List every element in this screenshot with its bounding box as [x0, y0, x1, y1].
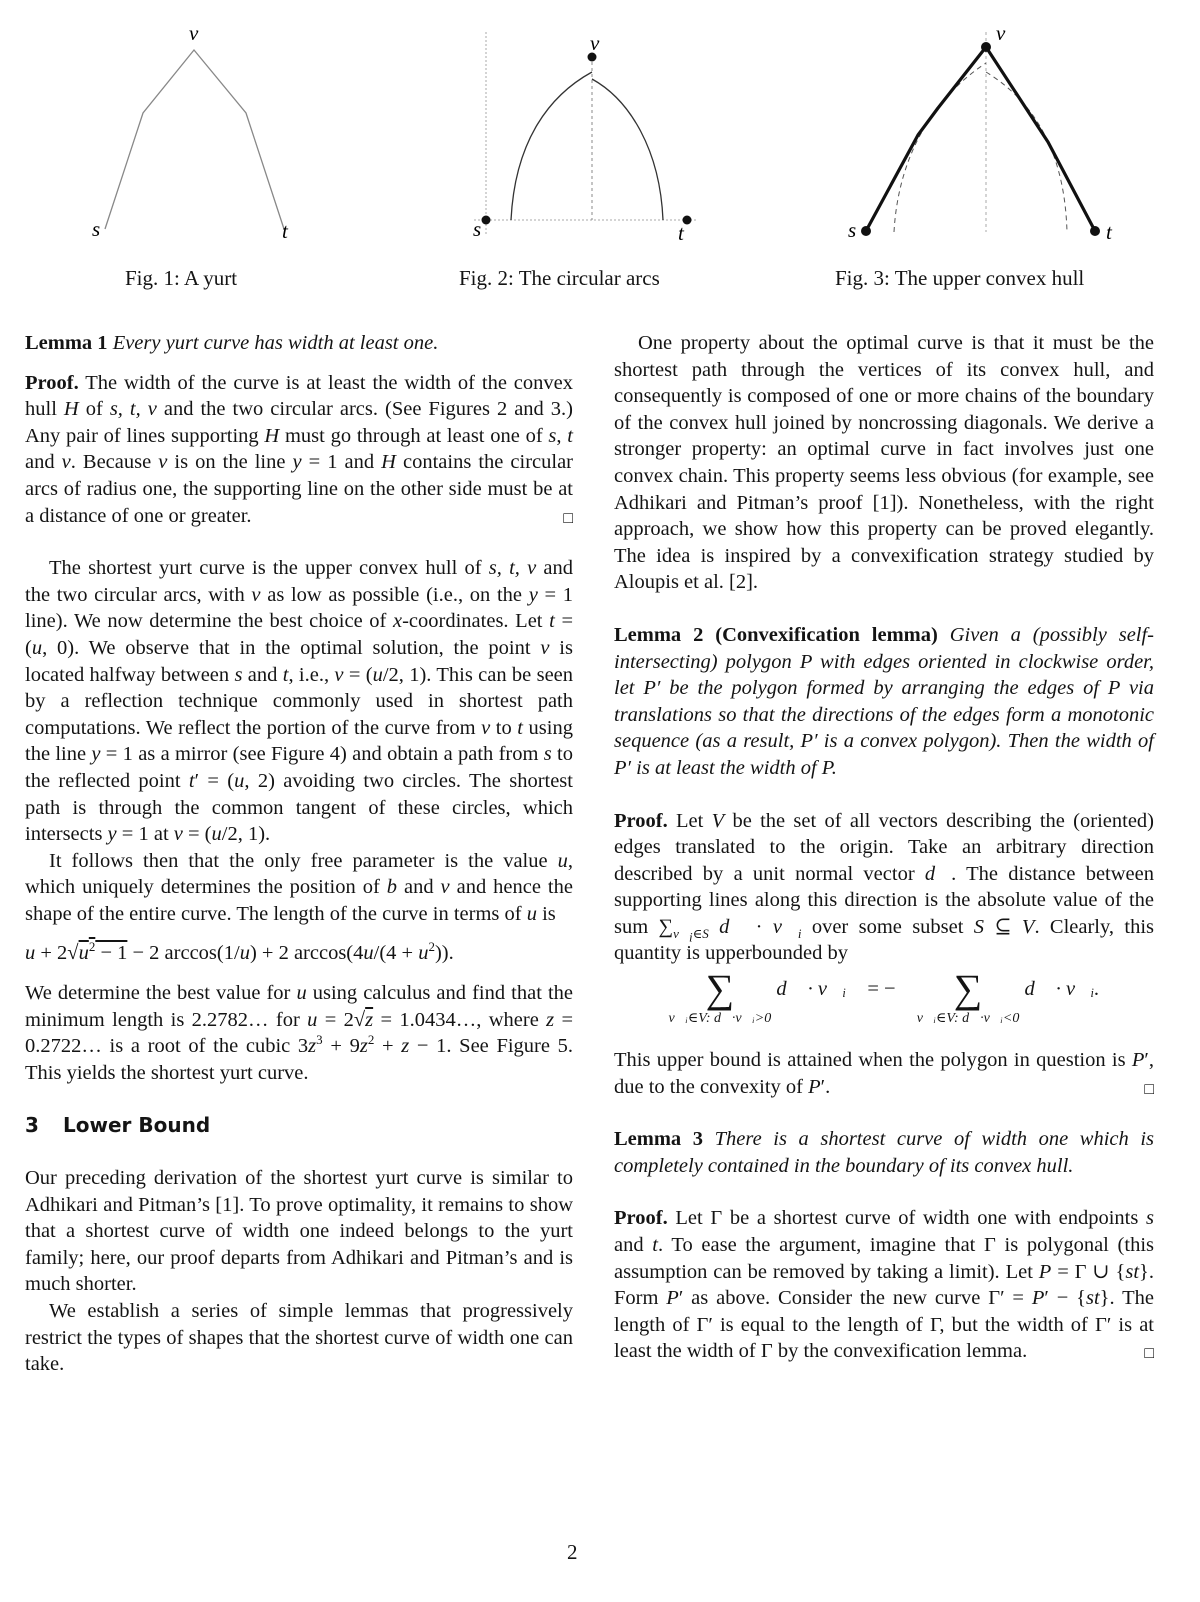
section-title: Lower Bound [63, 1113, 211, 1138]
lemma-2-statement: Given a (possibly self-intersecting) polygon P with edges oriented in clockwise order, let P′ be the polygon formed by arranging the edges of P via translations so that the directions of the edges form a monotonic sequence (as a result, P′ is a convex polygon). Then the width of P′ is at least the width of P. [614, 623, 1155, 779]
label-t: t [1106, 220, 1112, 244]
circular-arcs-diagram [440, 0, 740, 260]
label-t: t [282, 219, 288, 243]
paragraph-upper-bound [614, 1047, 1154, 1100]
paragraph-preceding-derivation: Our preceding derivation of the shortest yurt curve is similar to Adhikari and Pitman’s [1]. To prove optimality, it remains to show that a shortest curve of width one indeed belongs to the yurt family; here, our proof departs from Adhikari and Pitman’s and is much shorter. [25, 1167, 573, 1296]
sum-symbol: ∑ [953, 966, 983, 1012]
proof-1-head: Proof. [25, 371, 79, 394]
proof-3 [614, 1205, 1154, 1365]
qed-symbol: □ [1144, 1345, 1154, 1363]
lemma-2-head: Lemma 2 (Convexification lemma) [614, 623, 938, 646]
lemma-3-statement: There is a shortest curve of width one which is completely contained in the boundary of its convex hull. [614, 1128, 1155, 1177]
lemma-3 [614, 1126, 1154, 1179]
proof-1-body: The width of the curve is at least the width of the convex hull H of s, t, v and the two circular arcs. (See Figures 2 and 3.) Any pair of lines supporting H must go through at least one of s, t and v. Because v is on the line y = 1 and H contains the circular arcs of radius one, the supporting line on the other side must be at a distance of one or greater. [25, 371, 574, 527]
right-column [614, 330, 1154, 1368]
paragraph-best-value: We determine the best value for u using calculus and find that the minimum length is 2.2782… for u = 2√z = 1.0434…, where z = 0.2722… is a root of the cubic $3z^3 + 9z^2 + z - 1$. See Figure 5. This yields the shortest yurt curve. [25, 982, 574, 1084]
convex-hull-diagram [820, 0, 1160, 260]
qed-symbol: □ [563, 509, 573, 527]
lemma-1-head: Lemma 1 [25, 332, 108, 354]
sum-symbol: ∑ [705, 966, 735, 1012]
display-equation [614, 967, 1154, 1047]
sum-left [669, 967, 772, 1027]
sum-left-subscript: v⃗ᵢ∈V: d⃗·v⃗ᵢ>0 [668, 1011, 772, 1027]
sum-right-subscript: v⃗ᵢ∈V: d⃗·v⃗ᵢ<0 [916, 1011, 1020, 1027]
proof-2 [614, 808, 1154, 968]
figure-2-circular-arcs [440, 0, 740, 260]
lemma-2 [614, 622, 1154, 782]
lemma-1-statement: Every yurt curve has width at least one. [112, 332, 439, 354]
label-v: v [189, 21, 199, 45]
figure-1-yurt [60, 0, 360, 260]
label-s: s [473, 217, 482, 241]
proof-2-body: Let V be the set of all vectors describing the (oriented) edges translated to the origin. Take an arbitrary direction described by a unit normal vector d⃗. The distance between supporting lines along this direction is the absolute value of the sum $\sum_{v⃗_i\in S}$ d⃗ · $v⃗_i$ over some subset S ⊆ V. Clearly, this quantity is upperbounded by [614, 809, 1155, 965]
label-v: v [590, 31, 600, 55]
proof-1 [25, 370, 573, 530]
equals-minus: = − [867, 978, 896, 1001]
length-equation: $u + 2√u^2 - 1 - 2$ arccos(1/u) + 2 $\arccos(4u/(4 + u^2))$. [25, 939, 454, 965]
label-s: s [848, 218, 857, 242]
section-heading [25, 1112, 573, 1139]
label-s: s [92, 217, 101, 241]
section-number: 3 [25, 1113, 39, 1138]
paragraph-optimal-property: One property about the optimal curve is that it must be the shortest path through the vertices of its convex hull, and consequently is composed of one or more chains of the boundary of the convex hull joined by noncrossing diagonals. We derive a stronger property: an optimal curve in fact involves just one convex chain. This property seems less obvious (for example, see Adhikari and Pitman’s proof [1]). Nonetheless, with the right approach, we show how this property can be proved elegantly. The idea is inspired by a convexification strategy studied by Aloupis et al. [2]. [614, 332, 1154, 594]
sum-right-term: d⃗ · v⃗ᵢ. [1024, 978, 1100, 1001]
paragraph-free-parameter: It follows then that the only free parameter is the value u, which uniquely determines the position of b and v and hence the shape of the entire curve. The length of the curve in terms of u is [25, 849, 573, 925]
figure-1-caption: Fig. 1: A yurt [125, 266, 238, 290]
sum-right [917, 967, 1020, 1027]
label-v: v [996, 21, 1006, 45]
figure-2-caption: Fig. 2: The circular arcs [459, 266, 660, 290]
proof-3-body: Let Γ be a shortest curve of width one with endpoints s and t. To ease the argument, imagine that Γ is polygonal (this assumption can be removed by taking a limit). Let P = Γ ∪ {st}. Form P′ as above. Consider the new curve Γ′ = P′ − {st}. The length of Γ′ is equal to the length of Γ, but the width of Γ′ is at least the width of Γ by the convexification lemma. [614, 1207, 1154, 1363]
paragraph-shortest-yurt: The shortest yurt curve is the upper convex hull of s, t, v and the two circular arcs, with v as low as possible (i.e., on the y = 1 line). We now determine the best choice of x-coordinates. Let t = (u, 0). We observe that in the optimal solution, the point v is located halfway between s and t, i.e., v = (u/2, 1). This can be seen by a reflection technique commonly used in shortest path computations. We reflect the portion of the curve from v to t using the line y = 1 as a mirror (see Figure 4) and obtain a path from s to the reflected point t′ = (u, 2) avoiding two circles. The shortest path is through the common tangent of these circles, which intersects y = 1 at v = (u/2, 1). [25, 557, 574, 846]
qed-symbol: □ [1144, 1080, 1154, 1098]
label-t: t [678, 221, 684, 245]
page-number: 2 [567, 1540, 578, 1564]
figure-3-upper-convex-hull [820, 0, 1160, 260]
proof-2-head: Proof. [614, 809, 668, 832]
yurt-diagram [60, 0, 360, 260]
proof-3-head: Proof. [614, 1207, 668, 1230]
sum-left-term: d⃗ · v⃗ᵢ [776, 978, 847, 1001]
left-column [25, 330, 573, 1378]
paragraph-establish-lemmas: We establish a series of simple lemmas that progressively restrict the types of shapes that the shortest curve of width one can take. [25, 1300, 573, 1376]
figure-3-caption: Fig. 3: The upper convex hull [835, 266, 1085, 290]
upper-bound-text: This upper bound is attained when the polygon in question is P′, due to the convexity of P′. [614, 1049, 1154, 1098]
lemma-3-head: Lemma 3 [614, 1128, 704, 1151]
lemma-1 [25, 330, 573, 357]
